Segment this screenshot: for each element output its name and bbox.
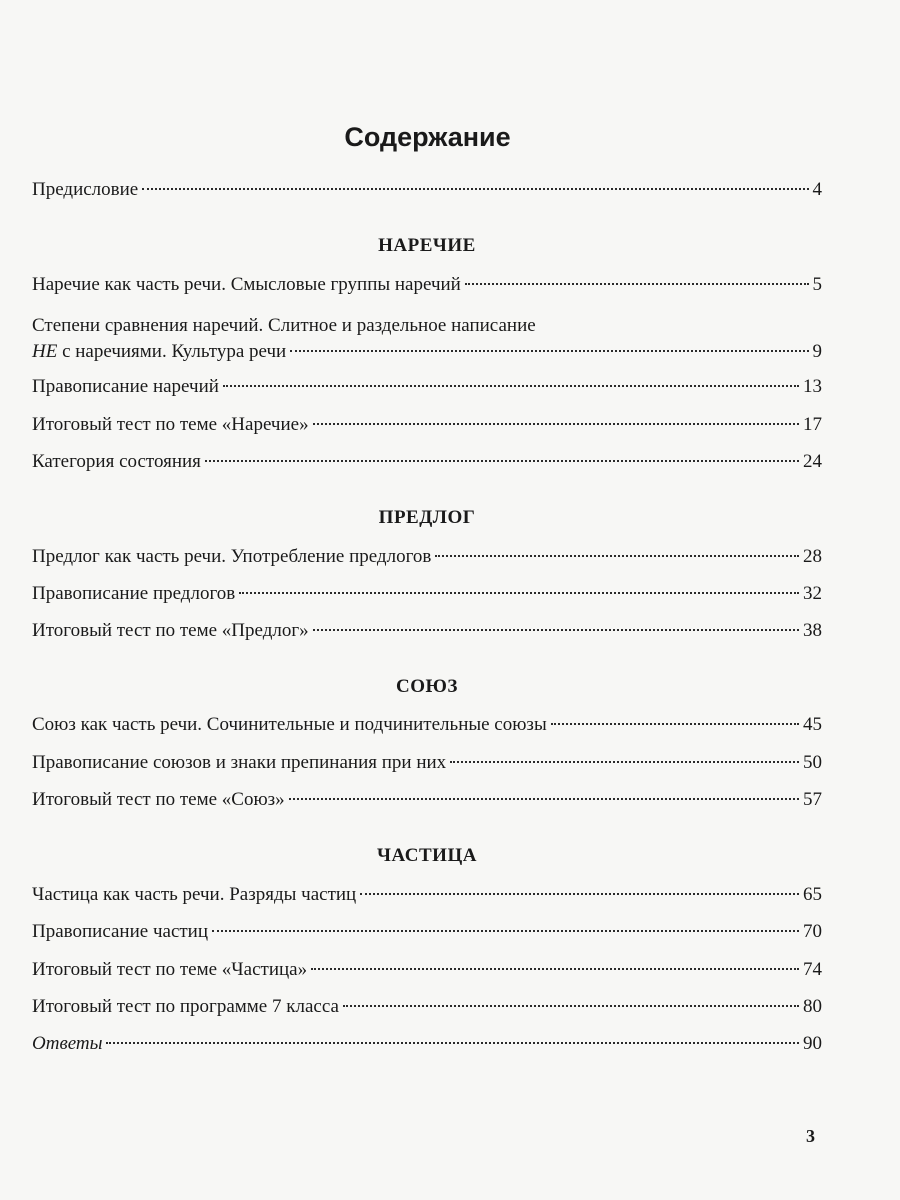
entry-page: 45 [803,714,822,735]
entry-page: 50 [803,752,822,773]
entry-page: 28 [803,546,822,567]
leader-dots [289,798,799,800]
leader-dots [313,423,799,425]
leader-dots [290,350,808,352]
entry-label: Итоговый тест по теме «Наречие» [32,414,309,435]
toc-entry-final-test [32,995,822,1019]
entry-page: 74 [803,959,822,980]
page-title: Содержание [344,122,511,152]
entry-label: Итоговый тест по программе 7 класса [32,996,339,1017]
toc-entry-preposition-part [32,545,822,569]
entry-page: 4 [812,179,822,200]
toc-entry-preface [32,178,822,202]
toc-entry-answers [32,1032,822,1056]
entry-label: Ответы [32,1033,103,1054]
toc-entry-adverb-test [32,413,822,437]
toc-entry-adverb-spelling [32,375,822,399]
entry-label: Правописание союзов и знаки препинания при них [32,752,447,773]
entry-label-italic: НЕ [32,341,58,362]
leader-dots [205,460,799,462]
entry-label: Правописание частиц [32,921,209,942]
entry-label: Частица как часть речи. Разряды частиц [32,884,357,905]
entry-label: Итоговый тест по теме «Союз» [32,789,285,810]
entry-label: Предисловие [32,179,139,200]
leader-dots [465,283,809,285]
section-heading-adverb: НАРЕЧИЕ [378,235,476,256]
toc-entry-particle-spelling [32,920,822,944]
leader-dots [360,893,799,895]
toc-entry-conjunction-part [32,713,822,737]
leader-dots [311,968,799,970]
entry-page: 32 [803,583,822,604]
entry-page: 9 [812,341,822,362]
entry-label: Наречие как часть речи. Смысловые группы наречий [32,274,461,295]
entry-page: 90 [803,1033,822,1054]
entry-label: Правописание предлогов [32,583,236,604]
leader-dots [551,723,799,725]
entry-page: 24 [803,451,822,472]
section-heading-particle: ЧАСТИЦА [377,845,477,866]
toc-entry-adverb-degree [32,340,822,364]
entry-page: 80 [803,996,822,1017]
leader-dots [450,761,799,763]
toc-entry-particle-part [32,883,822,907]
toc-entry-adverb-degree-line1: Степени сравнения наречий. Слитное и раздельное написание [32,315,536,336]
toc-entry-preposition-test [32,619,822,643]
entry-label: Категория состояния [32,451,201,472]
toc-entry-conjunction-test [32,788,822,812]
entry-page: 17 [803,414,822,435]
entry-page: 13 [803,376,822,397]
entry-label: Правописание наречий [32,376,219,397]
entry-label-rest: с наречиями. Культура речи [57,341,287,362]
leader-dots [239,592,799,594]
toc-entry-adverb-part [32,273,822,297]
entry-label [32,340,286,364]
section-heading-conjunction: СОЮЗ [396,676,458,697]
entry-label: Итоговый тест по теме «Частица» [32,959,308,980]
entry-label: Союз как часть речи. Сочинительные и подчинительные союзы [32,714,547,735]
toc-entry-conjunction-spelling [32,751,822,775]
leader-dots [106,1042,799,1044]
leader-dots [313,629,799,631]
leader-dots [212,930,799,932]
toc-entry-state-category [32,450,822,474]
leader-dots [343,1005,799,1007]
leader-dots [142,188,808,190]
leader-dots [435,555,799,557]
toc-entry-particle-test [32,958,822,982]
section-heading-preposition: ПРЕДЛОГ [378,507,476,528]
entry-page: 57 [803,789,822,810]
page-number: 3 [806,1126,815,1146]
entry-page: 70 [803,921,822,942]
leader-dots [223,385,799,387]
entry-label: Предлог как часть речи. Употребление предлогов [32,546,432,567]
toc-entry-preposition-spelling [32,582,822,606]
entry-page: 65 [803,884,822,905]
entry-page: 38 [803,620,822,641]
entry-label: Итоговый тест по теме «Предлог» [32,620,309,641]
entry-page: 5 [812,274,822,295]
